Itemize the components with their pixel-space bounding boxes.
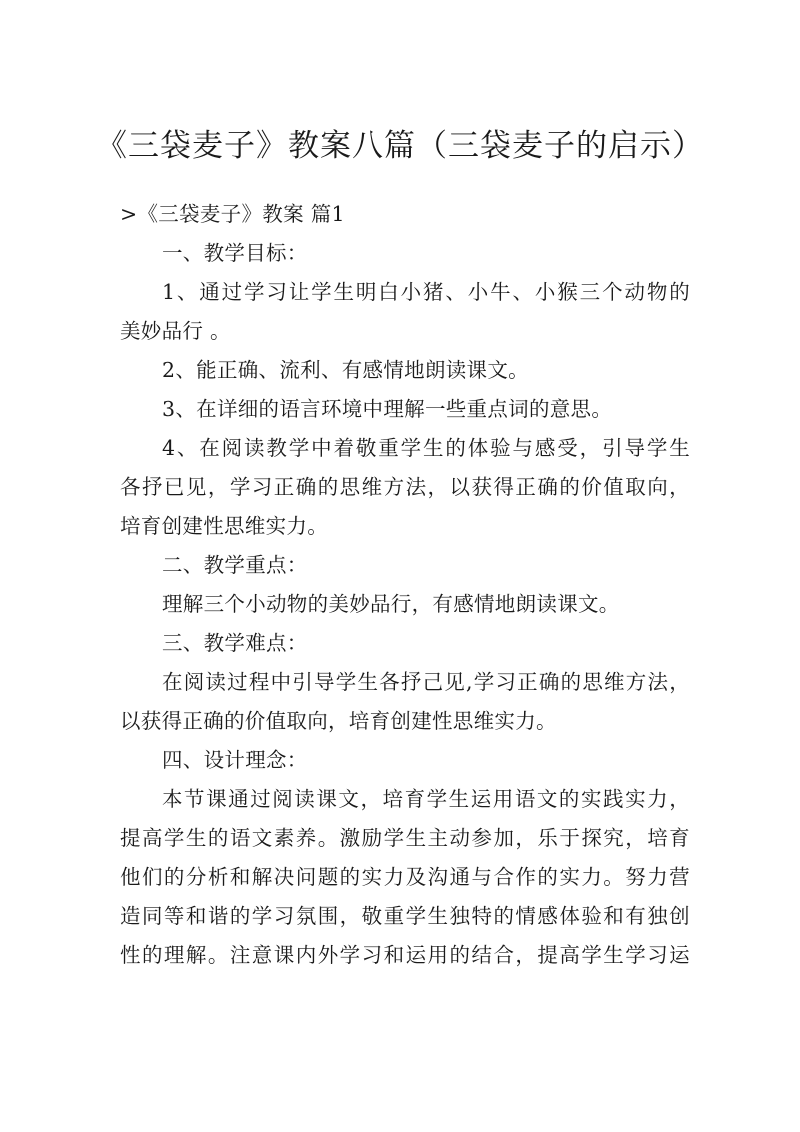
paragraph-line: 理解三个小动物的美妙品行，有感情地朗读课文。: [162, 592, 620, 616]
heading-teaching-goals: 一、教学目标：: [162, 241, 308, 265]
paragraph-line: 本节课通过阅读课文，培育学生运用语文的实践实力，: [162, 787, 690, 811]
paragraph-line: 2、能正确、流利、有感情地朗读课文。: [162, 358, 529, 382]
heading-key-points: 二、教学重点：: [162, 553, 308, 577]
paragraph-line: 性的理解。注意课内外学习和运用的结合，提高学生学习运: [120, 943, 690, 967]
paragraph-line: 美妙品行 。: [120, 319, 231, 343]
paragraph-line: 在阅读过程中引导学生各抒己见,学习正确的思维方法，: [162, 670, 690, 694]
paragraph-line: 他们的分析和解决问题的实力及沟通与合作的实力。努力营: [120, 865, 690, 889]
section-header: >《三袋麦子》教案 篇1: [120, 202, 345, 226]
paragraph-line: 1、通过学习让学生明白小猪、小牛、小猴三个动物的: [162, 280, 690, 304]
paragraph-line: 培育创建性思维实力。: [120, 514, 328, 538]
paragraph-line: 提高学生的语文素养。激励学生主动参加，乐于探究，培育: [120, 826, 690, 850]
document-body: [120, 195, 690, 975]
heading-difficulties: 三、教学难点：: [162, 631, 308, 655]
paragraph-line: 造同等和谐的学习氛围，敬重学生独特的情感体验和有独创: [120, 904, 690, 928]
paragraph-line: 3、在详细的语言环境中理解一些重点词的意思。: [162, 397, 613, 421]
document-title: 《三袋麦子》教案八篇（三袋麦子的启示）: [96, 128, 704, 164]
paragraph-line: 4、在阅读教学中着敬重学生的体验与感受，引导学生: [162, 436, 690, 460]
paragraph-line: 以获得正确的价值取向，培育创建性思维实力。: [120, 709, 557, 733]
paragraph-line: 各抒已见，学习正确的思维方法，以获得正确的价值取向，: [120, 475, 690, 499]
heading-design-concept: 四、设计理念：: [162, 748, 308, 772]
